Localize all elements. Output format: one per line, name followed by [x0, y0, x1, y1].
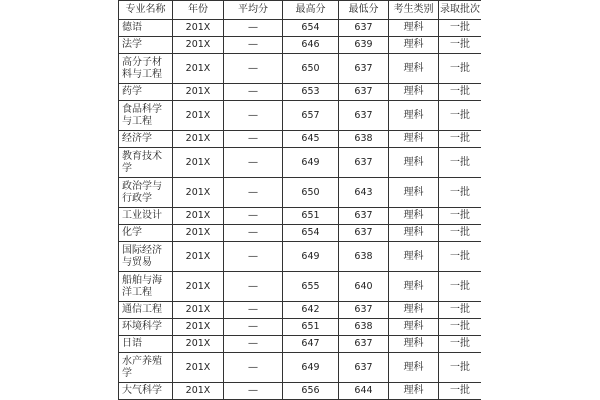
batch-cell: 一批 — [439, 37, 482, 54]
average-score-cell: — — [224, 353, 283, 383]
table-row — [119, 242, 482, 272]
min-score-cell: 637 — [339, 208, 389, 225]
category-cell: 理科 — [389, 336, 439, 353]
average-score-cell: — — [224, 54, 283, 84]
category-cell: 理科 — [389, 20, 439, 37]
min-score-cell: 637 — [339, 84, 389, 101]
min-score-cell: 639 — [339, 37, 389, 54]
table-row — [119, 84, 482, 101]
year-cell: 201X — [173, 54, 224, 84]
category-cell: 理科 — [389, 302, 439, 319]
batch-cell: 一批 — [439, 302, 482, 319]
major-name-cell: 政治学与行政学 — [119, 178, 173, 208]
category-cell: 理科 — [389, 225, 439, 242]
batch-cell: 一批 — [439, 383, 482, 400]
year-cell: 201X — [173, 225, 224, 242]
min-score-cell: 637 — [339, 336, 389, 353]
major-name-cell: 船舶与海洋工程 — [119, 272, 173, 302]
average-score-cell: — — [224, 208, 283, 225]
table-row — [119, 302, 482, 319]
min-score-cell: 637 — [339, 101, 389, 131]
average-score-cell: — — [224, 225, 283, 242]
year-cell: 201X — [173, 101, 224, 131]
major-name-cell: 大气科学 — [119, 383, 173, 400]
max-score-cell: 646 — [283, 37, 339, 54]
batch-cell: 一批 — [439, 101, 482, 131]
admission-score-table — [118, 0, 481, 400]
average-score-cell: — — [224, 37, 283, 54]
max-score-cell: 651 — [283, 319, 339, 336]
category-cell: 理科 — [389, 178, 439, 208]
max-score-cell: 647 — [283, 336, 339, 353]
year-cell: 201X — [173, 242, 224, 272]
batch-cell: 一批 — [439, 242, 482, 272]
min-score-cell: 640 — [339, 272, 389, 302]
year-cell: 201X — [173, 319, 224, 336]
min-score-cell: 644 — [339, 383, 389, 400]
table-row — [119, 37, 482, 54]
category-cell: 理科 — [389, 319, 439, 336]
header-max: 最高分 — [283, 1, 339, 20]
major-name-cell: 药学 — [119, 84, 173, 101]
max-score-cell: 649 — [283, 148, 339, 178]
category-cell: 理科 — [389, 353, 439, 383]
table-row — [119, 148, 482, 178]
major-name-cell: 工业设计 — [119, 208, 173, 225]
table-row — [119, 178, 482, 208]
year-cell: 201X — [173, 20, 224, 37]
min-score-cell: 637 — [339, 302, 389, 319]
category-cell: 理科 — [389, 37, 439, 54]
average-score-cell: — — [224, 84, 283, 101]
year-cell: 201X — [173, 272, 224, 302]
max-score-cell: 653 — [283, 84, 339, 101]
max-score-cell: 655 — [283, 272, 339, 302]
min-score-cell: 643 — [339, 178, 389, 208]
batch-cell: 一批 — [439, 319, 482, 336]
average-score-cell: — — [224, 336, 283, 353]
category-cell: 理科 — [389, 242, 439, 272]
table-row — [119, 208, 482, 225]
category-cell: 理科 — [389, 383, 439, 400]
max-score-cell: 654 — [283, 225, 339, 242]
max-score-cell: 651 — [283, 208, 339, 225]
table-row — [119, 353, 482, 383]
major-name-cell: 德语 — [119, 20, 173, 37]
table-row — [119, 20, 482, 37]
batch-cell: 一批 — [439, 336, 482, 353]
batch-cell: 一批 — [439, 131, 482, 148]
table-row — [119, 272, 482, 302]
header-average: 平均分 — [224, 1, 283, 20]
major-name-cell: 法学 — [119, 37, 173, 54]
min-score-cell: 637 — [339, 20, 389, 37]
max-score-cell: 642 — [283, 302, 339, 319]
batch-cell: 一批 — [439, 20, 482, 37]
year-cell: 201X — [173, 148, 224, 178]
year-cell: 201X — [173, 178, 224, 208]
batch-cell: 一批 — [439, 84, 482, 101]
batch-cell: 一批 — [439, 272, 482, 302]
major-name-cell: 食品科学与工程 — [119, 101, 173, 131]
batch-cell: 一批 — [439, 353, 482, 383]
header-min: 最低分 — [339, 1, 389, 20]
major-name-cell: 化学 — [119, 225, 173, 242]
category-cell: 理科 — [389, 131, 439, 148]
average-score-cell: — — [224, 319, 283, 336]
max-score-cell: 649 — [283, 353, 339, 383]
major-name-cell: 国际经济与贸易 — [119, 242, 173, 272]
max-score-cell: 656 — [283, 383, 339, 400]
average-score-cell: — — [224, 131, 283, 148]
average-score-cell: — — [224, 101, 283, 131]
year-cell: 201X — [173, 37, 224, 54]
year-cell: 201X — [173, 84, 224, 101]
table-header-row — [119, 1, 482, 20]
average-score-cell: — — [224, 148, 283, 178]
average-score-cell: — — [224, 383, 283, 400]
table-row — [119, 225, 482, 242]
batch-cell: 一批 — [439, 54, 482, 84]
table-row — [119, 383, 482, 400]
average-score-cell: — — [224, 178, 283, 208]
table-row — [119, 131, 482, 148]
admission-score-table-container — [118, 0, 481, 400]
average-score-cell: — — [224, 272, 283, 302]
min-score-cell: 638 — [339, 242, 389, 272]
min-score-cell: 637 — [339, 54, 389, 84]
major-name-cell: 经济学 — [119, 131, 173, 148]
max-score-cell: 650 — [283, 178, 339, 208]
batch-cell: 一批 — [439, 225, 482, 242]
major-name-cell: 教育技术学 — [119, 148, 173, 178]
table-row — [119, 336, 482, 353]
header-category: 考生类别 — [389, 1, 439, 20]
average-score-cell: — — [224, 242, 283, 272]
average-score-cell: — — [224, 302, 283, 319]
table-body — [119, 20, 482, 400]
table-row — [119, 101, 482, 131]
batch-cell: 一批 — [439, 148, 482, 178]
table-row — [119, 319, 482, 336]
min-score-cell: 637 — [339, 148, 389, 178]
header-batch: 录取批次 — [439, 1, 482, 20]
max-score-cell: 645 — [283, 131, 339, 148]
year-cell: 201X — [173, 131, 224, 148]
major-name-cell: 环境科学 — [119, 319, 173, 336]
category-cell: 理科 — [389, 101, 439, 131]
min-score-cell: 638 — [339, 131, 389, 148]
header-major: 专业名称 — [119, 1, 173, 20]
min-score-cell: 637 — [339, 225, 389, 242]
table-row — [119, 54, 482, 84]
header-year: 年份 — [173, 1, 224, 20]
batch-cell: 一批 — [439, 208, 482, 225]
batch-cell: 一批 — [439, 178, 482, 208]
major-name-cell: 通信工程 — [119, 302, 173, 319]
year-cell: 201X — [173, 336, 224, 353]
major-name-cell: 高分子材料与工程 — [119, 54, 173, 84]
category-cell: 理科 — [389, 54, 439, 84]
category-cell: 理科 — [389, 208, 439, 225]
category-cell: 理科 — [389, 272, 439, 302]
year-cell: 201X — [173, 383, 224, 400]
max-score-cell: 650 — [283, 54, 339, 84]
category-cell: 理科 — [389, 84, 439, 101]
major-name-cell: 水产养殖学 — [119, 353, 173, 383]
year-cell: 201X — [173, 208, 224, 225]
year-cell: 201X — [173, 353, 224, 383]
average-score-cell: — — [224, 20, 283, 37]
min-score-cell: 637 — [339, 353, 389, 383]
year-cell: 201X — [173, 302, 224, 319]
max-score-cell: 654 — [283, 20, 339, 37]
max-score-cell: 657 — [283, 101, 339, 131]
max-score-cell: 649 — [283, 242, 339, 272]
min-score-cell: 638 — [339, 319, 389, 336]
category-cell: 理科 — [389, 148, 439, 178]
major-name-cell: 日语 — [119, 336, 173, 353]
